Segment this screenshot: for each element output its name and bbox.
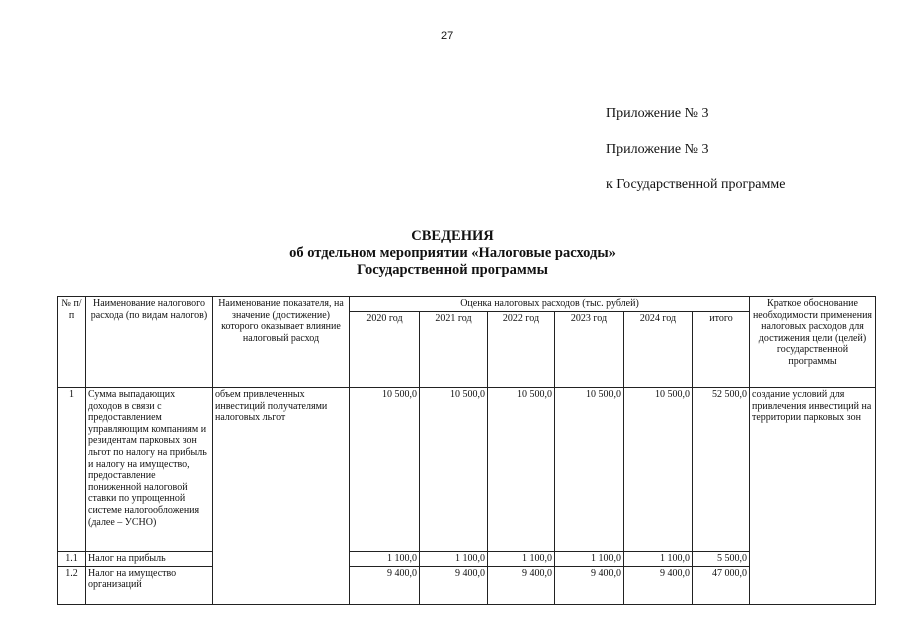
row-1-total: 52 500,0	[693, 388, 750, 552]
header-indicator: Наименование показателя, на значение (достижение) которого оказывает влияние налоговый расход	[213, 297, 350, 388]
row-1-2-name: Налог на имущество организаций	[86, 566, 213, 604]
row-1-1-value-2020: 1 100,0	[350, 552, 420, 567]
header-year-2021: 2021 год	[420, 311, 488, 387]
row-1-2-value-2023: 9 400,0	[555, 566, 624, 604]
header-num: № п/п	[58, 297, 86, 388]
row-1-2-value-2021: 9 400,0	[420, 566, 488, 604]
table-row	[58, 388, 876, 552]
row-1-1-total: 5 500,0	[693, 552, 750, 567]
row-1-value-2020: 10 500,0	[350, 388, 420, 552]
row-1-2-value-2020: 9 400,0	[350, 566, 420, 604]
header-justification: Краткое обоснование необходимости применения налоговых расходов для достижения цели (целей) государственной программы	[750, 297, 876, 388]
table-header-row-1	[58, 297, 876, 312]
row-1-justification: создание условий для привлечения инвестиций на территории парковых зон	[750, 388, 876, 605]
row-1-name: Сумма выпадающих доходов в связи с предоставлением управляющим компаниям и резидентам парковых зон льгот по налогу на прибыль и налогу на имущество, предоставление пониженной налоговой ставки по упрощенной системе налогообложения (далее – УСНО)	[86, 388, 213, 552]
row-1-num: 1	[58, 388, 86, 552]
document-title	[0, 228, 905, 279]
row-1-2-value-2024: 9 400,0	[624, 566, 693, 604]
row-1-1-num: 1.1	[58, 552, 86, 567]
appendix-line-2: Приложение № 3	[606, 142, 709, 157]
row-1-1-value-2021: 1 100,0	[420, 552, 488, 567]
title-line-2: об отдельном мероприятии «Налоговые расходы»	[289, 245, 616, 261]
appendix-line-1: Приложение № 3	[606, 106, 709, 121]
row-1-2-num: 1.2	[58, 566, 86, 604]
row-1-value-2022: 10 500,0	[488, 388, 555, 552]
appendix-line-3: к Государственной программе	[606, 177, 786, 192]
row-1-value-2024: 10 500,0	[624, 388, 693, 552]
header-year-2022: 2022 год	[488, 311, 555, 387]
row-1-indicator: объем привлеченных инвестиций получателями налоговых льгот	[213, 388, 350, 605]
row-1-1-value-2022: 1 100,0	[488, 552, 555, 567]
header-expense-name: Наименование налогового расхода (по видам налогов)	[86, 297, 213, 388]
row-1-1-name: Налог на прибыль	[86, 552, 213, 567]
title-line-3: Государственной программы	[357, 262, 548, 278]
row-1-1-value-2024: 1 100,0	[624, 552, 693, 567]
header-year-2023: 2023 год	[555, 311, 624, 387]
row-1-2-total: 47 000,0	[693, 566, 750, 604]
page-number: 27	[441, 30, 454, 42]
row-1-value-2021: 10 500,0	[420, 388, 488, 552]
tax-expenses-table	[57, 296, 876, 605]
row-1-1-value-2023: 1 100,0	[555, 552, 624, 567]
header-total: итого	[693, 311, 750, 387]
header-year-2020: 2020 год	[350, 311, 420, 387]
header-estimate: Оценка налоговых расходов (тыс. рублей)	[350, 297, 750, 312]
row-1-value-2023: 10 500,0	[555, 388, 624, 552]
header-year-2024: 2024 год	[624, 311, 693, 387]
title-line-1: СВЕДЕНИЯ	[411, 228, 494, 244]
row-1-2-value-2022: 9 400,0	[488, 566, 555, 604]
